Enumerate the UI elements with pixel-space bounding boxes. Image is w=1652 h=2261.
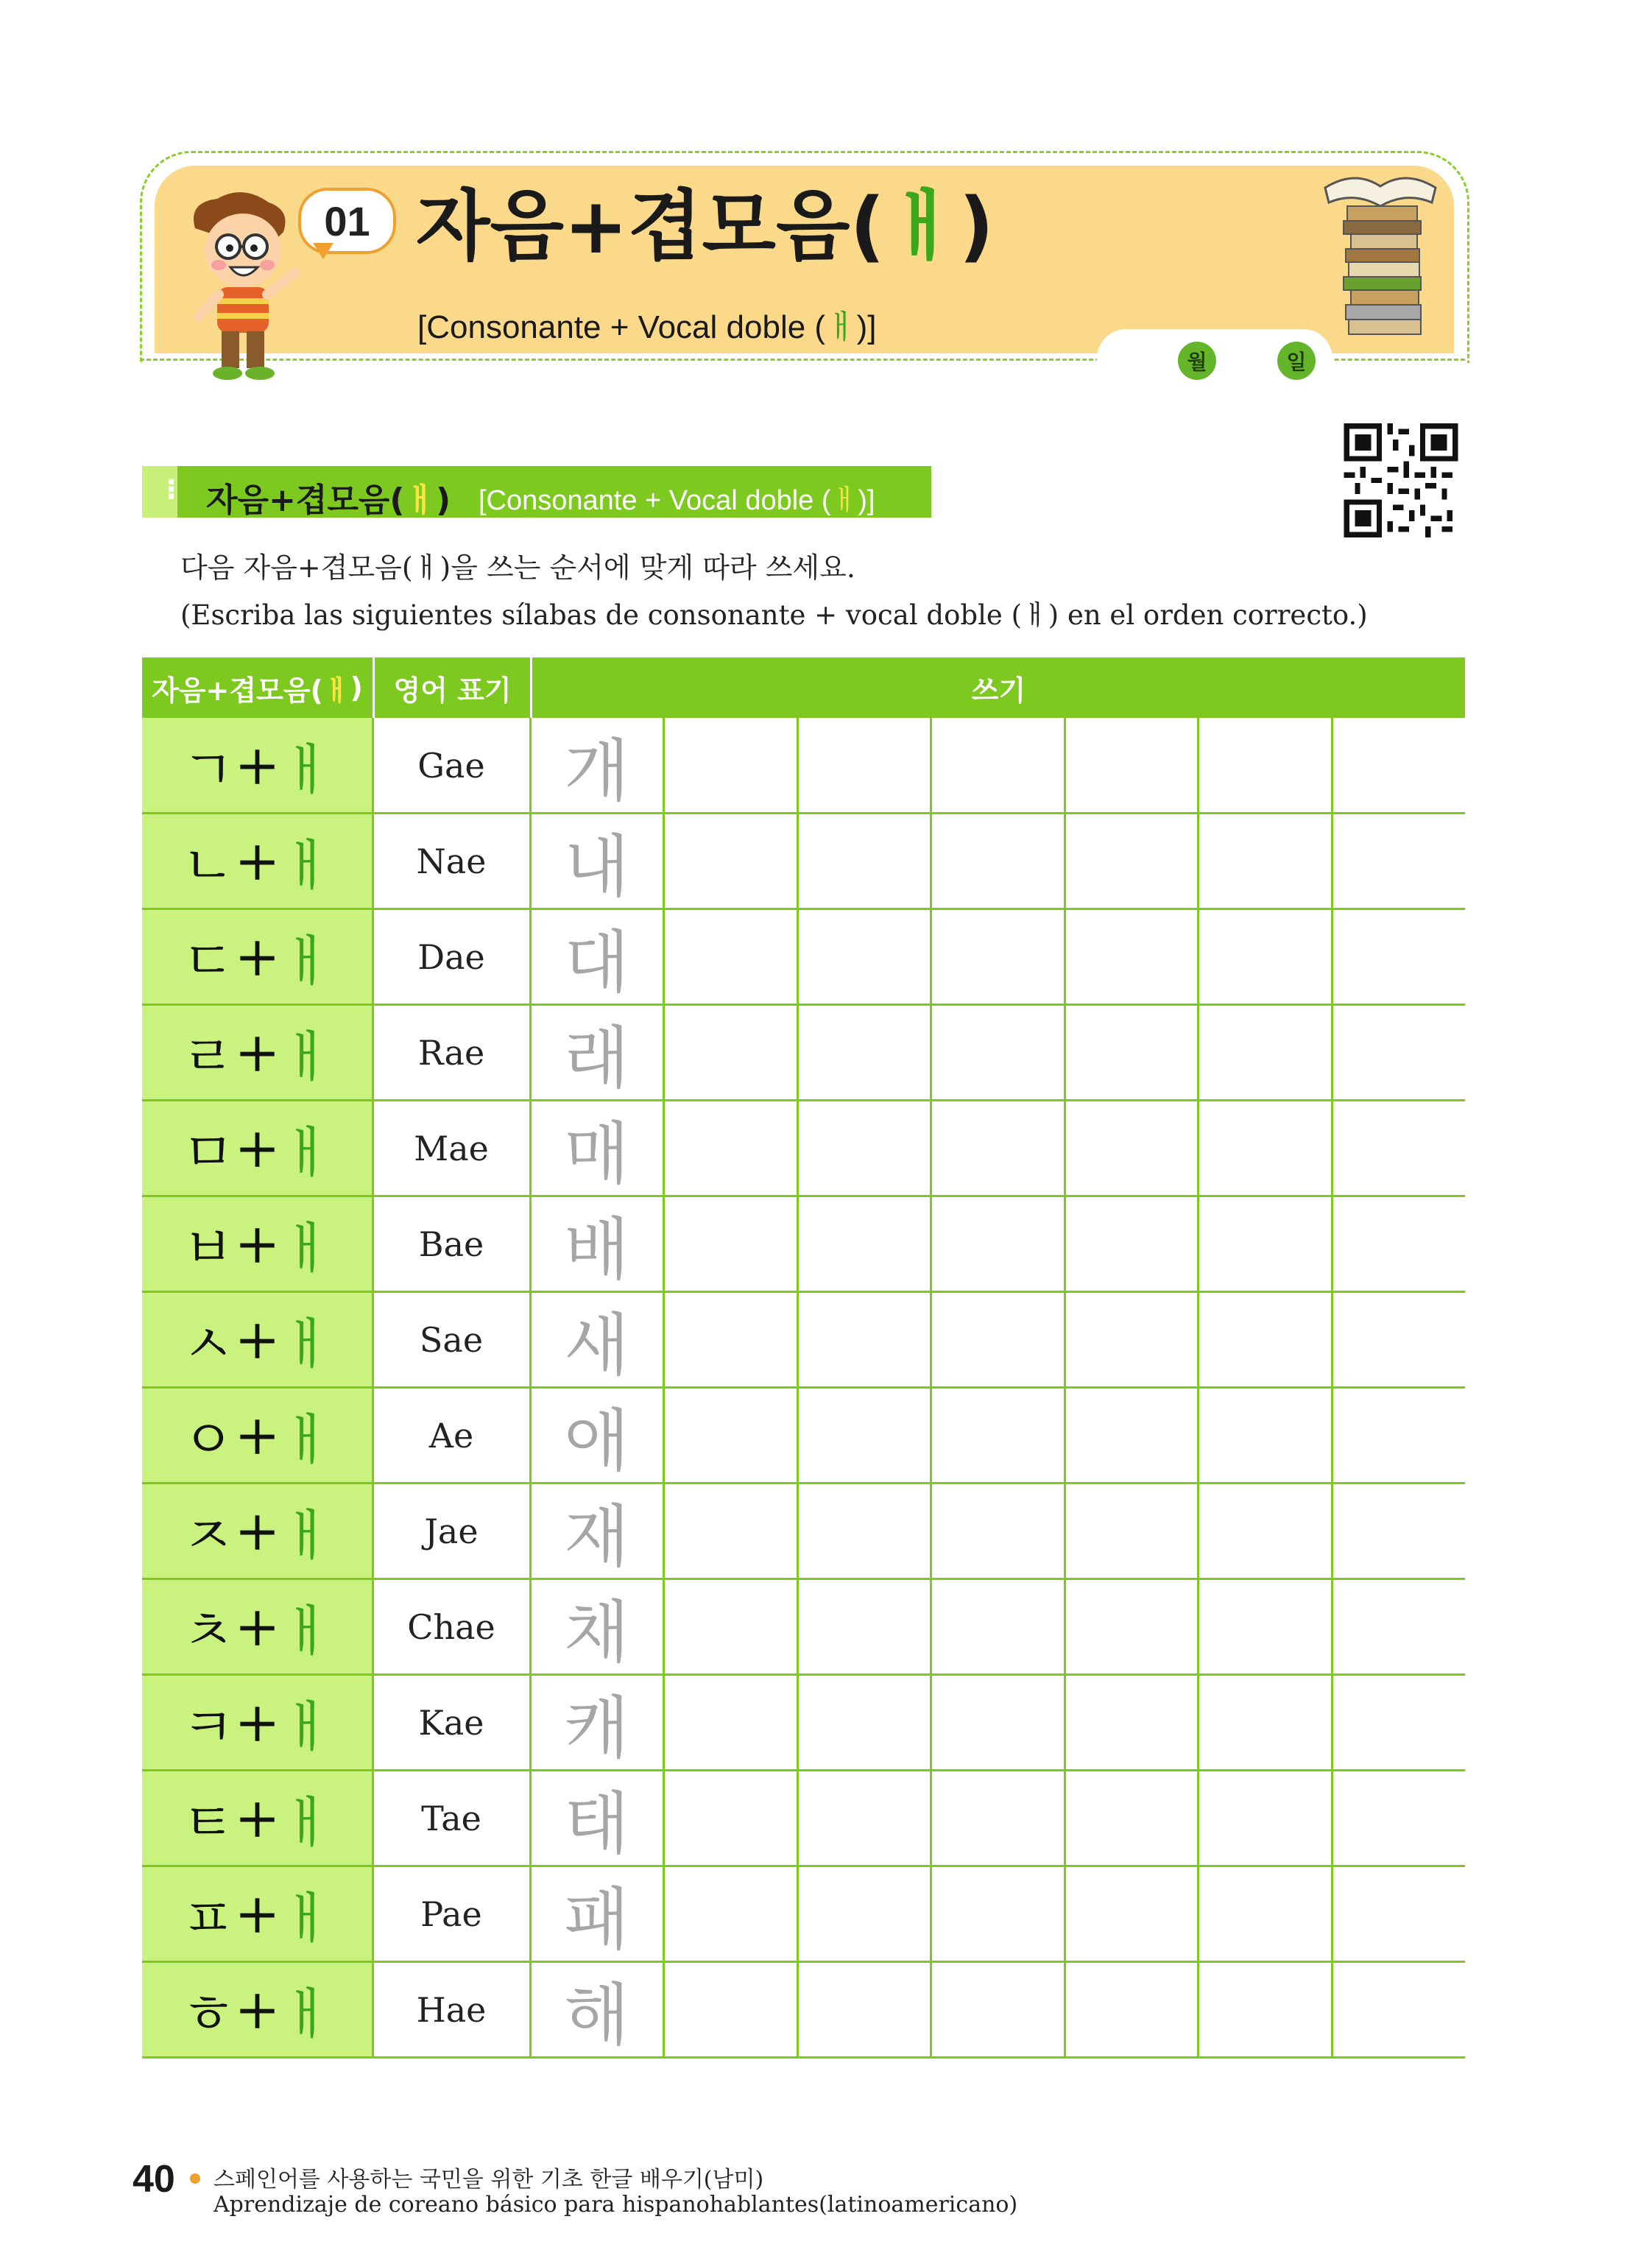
writing-practice-cell[interactable] xyxy=(1065,1962,1198,2058)
plus-sign: + xyxy=(234,1500,280,1563)
section-title-vowel: ㅐ xyxy=(404,482,437,519)
trace-syllable: 매 xyxy=(564,1115,629,1193)
syllable-combination xyxy=(142,1101,373,1196)
syllable-combination xyxy=(142,1771,373,1866)
writing-practice-cell[interactable] xyxy=(1065,1484,1198,1579)
section-title-suffix: ) xyxy=(436,482,451,519)
writing-practice-cell[interactable] xyxy=(797,814,931,909)
trace-syllable: 새 xyxy=(564,1306,629,1385)
column-divider xyxy=(1064,718,1066,2058)
vowel: ㅐ xyxy=(280,738,333,802)
trace-syllable: 태 xyxy=(564,1785,629,1863)
row-divider xyxy=(142,1003,1465,1006)
footer-title-spanish: Aprendizaje de coreano básico para hispanohablantes(latinoamericano) xyxy=(213,2192,1018,2218)
plus-sign: + xyxy=(234,1117,280,1180)
day-label: 일 xyxy=(1277,342,1316,380)
plus-sign: + xyxy=(234,1978,280,2042)
section-subtitle-prefix: [Consonante + Vocal doble ( xyxy=(479,485,831,516)
writing-practice-cell[interactable] xyxy=(1198,1866,1331,1962)
writing-practice-cell[interactable] xyxy=(1065,1292,1198,1388)
writing-practice-cell[interactable] xyxy=(1332,1579,1465,1675)
row-divider xyxy=(142,1099,1465,1101)
page-subtitle-vowel: ㅐ xyxy=(825,309,857,345)
row-divider xyxy=(142,1578,1465,1580)
table-row xyxy=(142,1101,1465,1196)
section-title xyxy=(206,473,451,521)
romanization: Dae xyxy=(417,937,485,977)
plus-sign: + xyxy=(234,1308,280,1372)
syllable-combination xyxy=(142,1292,373,1388)
vowel: ㅐ xyxy=(280,1887,333,1950)
writing-practice-cell[interactable] xyxy=(1332,1005,1465,1101)
writing-practice-cell[interactable] xyxy=(797,718,931,814)
writing-practice-cell[interactable] xyxy=(797,1579,931,1675)
romanization: Chae xyxy=(407,1607,495,1647)
writing-practice-cell[interactable] xyxy=(663,1101,797,1196)
romanization: Nae xyxy=(416,842,487,881)
writing-practice-cell[interactable] xyxy=(1332,718,1465,814)
column-divider xyxy=(529,718,532,2058)
consonant: ㅍ xyxy=(182,1887,235,1950)
vowel: ㅐ xyxy=(280,1696,333,1759)
writing-practice-cell[interactable] xyxy=(797,1388,931,1484)
writing-practice-cell[interactable] xyxy=(1065,909,1198,1005)
plus-sign: + xyxy=(234,1883,280,1946)
writing-practice-cell[interactable] xyxy=(1065,1388,1198,1484)
header-syllable-vowel: ㅐ xyxy=(322,674,350,707)
table-row xyxy=(142,1388,1465,1484)
trace-syllable: 캐 xyxy=(564,1689,629,1768)
writing-practice-cell[interactable] xyxy=(663,1579,797,1675)
writing-practice-cell[interactable] xyxy=(1065,814,1198,909)
column-divider xyxy=(663,718,665,2058)
writing-practice-cell[interactable] xyxy=(1332,1484,1465,1579)
writing-practice-cell[interactable] xyxy=(1065,1101,1198,1196)
page-number: 40 xyxy=(133,2158,175,2201)
romanization: Pae xyxy=(420,1894,482,1934)
row-divider xyxy=(142,908,1465,910)
page-subtitle xyxy=(417,300,876,348)
writing-practice-cell[interactable] xyxy=(797,1675,931,1771)
syllable-combination xyxy=(142,1005,373,1101)
plus-sign: + xyxy=(234,1404,280,1467)
consonant: ㄷ xyxy=(182,930,235,993)
consonant: ㅊ xyxy=(182,1600,235,1663)
plus-sign: + xyxy=(234,1213,280,1276)
romanization: Bae xyxy=(418,1224,484,1264)
writing-practice-cell[interactable] xyxy=(663,718,797,814)
consonant: ㅎ xyxy=(182,1983,235,2046)
page-subtitle-prefix: [Consonante + Vocal doble ( xyxy=(417,309,826,345)
writing-practice-cell[interactable] xyxy=(797,1292,931,1388)
column-divider xyxy=(930,718,932,2058)
row-divider xyxy=(142,1673,1465,1676)
writing-practice-cell[interactable] xyxy=(1065,718,1198,814)
plus-sign: + xyxy=(234,734,280,797)
romanization: Mae xyxy=(414,1129,489,1168)
writing-practice-cell[interactable] xyxy=(797,1484,931,1579)
page-number-dot xyxy=(190,2173,200,2184)
trace-syllable: 개 xyxy=(564,732,629,811)
section-subtitle-vowel: ㅐ xyxy=(830,485,858,516)
writing-practice-cell[interactable] xyxy=(1332,1675,1465,1771)
writing-practice-cell[interactable] xyxy=(797,1196,931,1292)
table-row xyxy=(142,1962,1465,2058)
section-subtitle-suffix: )] xyxy=(858,485,875,516)
header-syllable xyxy=(142,657,373,718)
writing-practice-cell[interactable] xyxy=(1198,1388,1331,1484)
header-romanization: 영어 표기 xyxy=(393,674,512,707)
writing-practice-cell[interactable] xyxy=(797,1866,931,1962)
writing-practice-cell[interactable] xyxy=(663,1292,797,1388)
header-writing: 쓰기 xyxy=(971,674,1026,707)
consonant: ㅌ xyxy=(182,1791,235,1855)
consonant: ㅈ xyxy=(182,1504,235,1567)
writing-practice-cell[interactable] xyxy=(663,1675,797,1771)
plus-sign: + xyxy=(234,830,280,893)
writing-practice-cell[interactable] xyxy=(797,1962,931,2058)
table-row xyxy=(142,1005,1465,1101)
syllable-combination xyxy=(142,1866,373,1962)
book-stack-icon xyxy=(1310,166,1447,342)
writing-practice-cell[interactable] xyxy=(1332,1866,1465,1962)
syllable-combination xyxy=(142,1579,373,1675)
header-syllable-prefix: 자음+겹모음( xyxy=(152,674,323,707)
row-divider xyxy=(142,1769,1465,1771)
row-divider xyxy=(142,812,1465,814)
writing-practice-cell[interactable] xyxy=(1065,1771,1198,1866)
writing-practice-cell[interactable] xyxy=(931,1962,1064,2058)
writing-practice-cell[interactable] xyxy=(931,1771,1064,1866)
writing-practice-cell[interactable] xyxy=(1198,718,1331,814)
syllable-combination xyxy=(142,1962,373,2058)
writing-practice-cell[interactable] xyxy=(797,1005,931,1101)
writing-practice-cell[interactable] xyxy=(1198,1675,1331,1771)
writing-practice-cell[interactable] xyxy=(1198,1292,1331,1388)
instruction-spanish: (Escriba las siguientes sílabas de consonante + vocal doble (ㅐ) en el orden correcto.) xyxy=(180,599,1368,631)
column-divider xyxy=(1197,718,1199,2058)
row-divider xyxy=(142,1386,1465,1389)
section-subtitle xyxy=(479,477,875,518)
row-divider xyxy=(142,1961,1465,1963)
writing-practice-cell[interactable] xyxy=(663,1388,797,1484)
row-divider xyxy=(142,1291,1465,1293)
romanization: Hae xyxy=(416,1990,487,2030)
syllable-combination xyxy=(142,1675,373,1771)
writing-practice-cell[interactable] xyxy=(797,909,931,1005)
page-title-vowel: ㅐ xyxy=(885,181,959,271)
writing-practice-cell[interactable] xyxy=(663,1866,797,1962)
badge-tail xyxy=(313,243,333,259)
vowel: ㅐ xyxy=(280,1791,333,1855)
writing-practice-cell[interactable] xyxy=(663,1005,797,1101)
vowel: ㅐ xyxy=(280,1983,333,2046)
syllable-combination xyxy=(142,909,373,1005)
vowel: ㅐ xyxy=(280,930,333,993)
consonant: ㅂ xyxy=(182,1217,235,1280)
vowel: ㅐ xyxy=(280,1504,333,1567)
writing-practice-cell[interactable] xyxy=(1198,1196,1331,1292)
row-divider xyxy=(142,1195,1465,1197)
trace-syllable: 내 xyxy=(564,828,629,906)
table-row xyxy=(142,1579,1465,1675)
syllable-combination xyxy=(142,814,373,909)
writing-practice-cell[interactable] xyxy=(1198,1101,1331,1196)
writing-practice-cell[interactable] xyxy=(663,1484,797,1579)
writing-practice-cell[interactable] xyxy=(1332,1196,1465,1292)
syllable-combination xyxy=(142,1484,373,1579)
page-subtitle-suffix: )] xyxy=(856,309,877,345)
writing-practice-cell[interactable] xyxy=(1332,1101,1465,1196)
header-syllable-suffix: ) xyxy=(350,671,363,704)
writing-practice-cell[interactable] xyxy=(797,1101,931,1196)
vowel: ㅐ xyxy=(280,1408,333,1472)
writing-practice-cell[interactable] xyxy=(931,718,1064,814)
trace-syllable: 재 xyxy=(564,1498,629,1576)
column-divider xyxy=(372,718,374,2058)
writing-practice-cell[interactable] xyxy=(931,1866,1064,1962)
table-row xyxy=(142,1771,1465,1866)
romanization: Ae xyxy=(428,1416,474,1456)
instruction-korean: 다음 자음+겹모음(ㅐ)을 쓰는 순서에 맞게 따라 쓰세요. xyxy=(180,551,855,584)
writing-practice-cell[interactable] xyxy=(1198,1005,1331,1101)
romanization: Kae xyxy=(418,1703,484,1743)
table-row xyxy=(142,814,1465,909)
consonant: ㅅ xyxy=(182,1313,235,1376)
table-row xyxy=(142,1866,1465,1962)
trace-syllable: 채 xyxy=(564,1593,629,1672)
writing-practice-cell[interactable] xyxy=(663,814,797,909)
plus-sign: + xyxy=(234,1021,280,1084)
writing-practice-cell[interactable] xyxy=(931,909,1064,1005)
trace-syllable: 애 xyxy=(564,1402,629,1481)
page-title-prefix: 자음+겹모음( xyxy=(416,181,885,271)
writing-practice-cell[interactable] xyxy=(931,1292,1064,1388)
trace-syllable: 배 xyxy=(564,1210,629,1289)
writing-practice-cell[interactable] xyxy=(1332,1771,1465,1866)
section-title-prefix: 자음+겹모음( xyxy=(206,482,405,519)
writing-practice-cell[interactable] xyxy=(931,1005,1064,1101)
writing-practice-cell[interactable] xyxy=(931,1101,1064,1196)
writing-practice-cell[interactable] xyxy=(797,1771,931,1866)
column-divider xyxy=(1331,718,1333,2058)
trace-syllable: 래 xyxy=(564,1019,629,1098)
column-divider xyxy=(797,718,799,2058)
row-divider xyxy=(142,2056,1465,2059)
page-title xyxy=(416,181,994,271)
consonant: ㄹ xyxy=(182,1026,235,1089)
trace-syllable: 대 xyxy=(564,923,629,1002)
romanization: Jae xyxy=(424,1512,479,1551)
consonant: ㄱ xyxy=(182,738,235,802)
writing-practice-cell[interactable] xyxy=(1065,1675,1198,1771)
writing-practice-cell[interactable] xyxy=(1198,1771,1331,1866)
writing-practice-cell[interactable] xyxy=(931,1196,1064,1292)
plus-sign: + xyxy=(234,925,280,989)
consonant: ㅇ xyxy=(182,1408,235,1472)
plus-sign: + xyxy=(234,1595,280,1659)
writing-practice-cell[interactable] xyxy=(931,1579,1064,1675)
trace-syllable: 패 xyxy=(564,1880,629,1959)
writing-practice-cell[interactable] xyxy=(1065,1005,1198,1101)
writing-practice-cell[interactable] xyxy=(1065,1196,1198,1292)
vowel: ㅐ xyxy=(280,834,333,897)
writing-practice-cell[interactable] xyxy=(931,1484,1064,1579)
writing-practice-cell[interactable] xyxy=(931,1388,1064,1484)
plus-sign: + xyxy=(234,1787,280,1850)
writing-practice-cell[interactable] xyxy=(1332,1388,1465,1484)
row-divider xyxy=(142,1482,1465,1484)
writing-practice-cell[interactable] xyxy=(663,909,797,1005)
month-label: 월 xyxy=(1178,342,1216,380)
romanization: Sae xyxy=(419,1320,484,1360)
writing-practice-cell[interactable] xyxy=(1065,1579,1198,1675)
plus-sign: + xyxy=(234,1691,280,1754)
trace-syllable: 해 xyxy=(564,1976,629,2055)
writing-practice-cell[interactable] xyxy=(1198,909,1331,1005)
romanization: Rae xyxy=(417,1033,485,1073)
syllable-combination xyxy=(142,1388,373,1484)
vowel: ㅐ xyxy=(280,1313,333,1376)
consonant: ㅋ xyxy=(182,1696,235,1759)
vowel: ㅐ xyxy=(280,1600,333,1663)
vowel: ㅐ xyxy=(280,1026,333,1089)
vowel: ㅐ xyxy=(280,1217,333,1280)
syllable-combination xyxy=(142,718,373,814)
writing-practice-cell[interactable] xyxy=(1198,1579,1331,1675)
table-row xyxy=(142,1484,1465,1579)
consonant: ㅁ xyxy=(182,1121,235,1185)
writing-practice-cell[interactable] xyxy=(1332,1962,1465,2058)
writing-practice-cell[interactable] xyxy=(663,1771,797,1866)
lesson-number: 01 xyxy=(324,197,370,244)
writing-practice-cell[interactable] xyxy=(663,1196,797,1292)
romanization: Tae xyxy=(421,1799,481,1838)
table-row xyxy=(142,909,1465,1005)
table-header xyxy=(142,657,1465,718)
romanization: Gae xyxy=(417,746,485,786)
writing-practice-cell[interactable] xyxy=(1332,1292,1465,1388)
syllable-combination xyxy=(142,1196,373,1292)
writing-practice-cell[interactable] xyxy=(1198,1962,1331,2058)
row-divider xyxy=(142,1865,1465,1867)
section-list-icon: ⁝ xyxy=(166,473,177,507)
writing-practice-cell[interactable] xyxy=(1198,1484,1331,1579)
writing-practice-cell[interactable] xyxy=(931,1675,1064,1771)
table-row xyxy=(142,1675,1465,1771)
page-title-suffix: ) xyxy=(959,181,994,271)
table-row xyxy=(142,1196,1465,1292)
consonant: ㄴ xyxy=(182,834,235,897)
writing-practice-cell[interactable] xyxy=(1332,909,1465,1005)
writing-practice-cell[interactable] xyxy=(1065,1866,1198,1962)
footer-title-korean: 스페인어를 사용하는 국민을 위한 기초 한글 배우기(남미) xyxy=(213,2167,764,2193)
vowel: ㅐ xyxy=(280,1121,333,1185)
table-row xyxy=(142,718,1465,814)
writing-practice-cell[interactable] xyxy=(1198,814,1331,909)
qr-code-icon[interactable] xyxy=(1341,423,1461,537)
table-row xyxy=(142,1292,1465,1388)
writing-practice-cell[interactable] xyxy=(931,814,1064,909)
writing-practice-cell[interactable] xyxy=(663,1962,797,2058)
writing-practice-cell[interactable] xyxy=(1332,814,1465,909)
